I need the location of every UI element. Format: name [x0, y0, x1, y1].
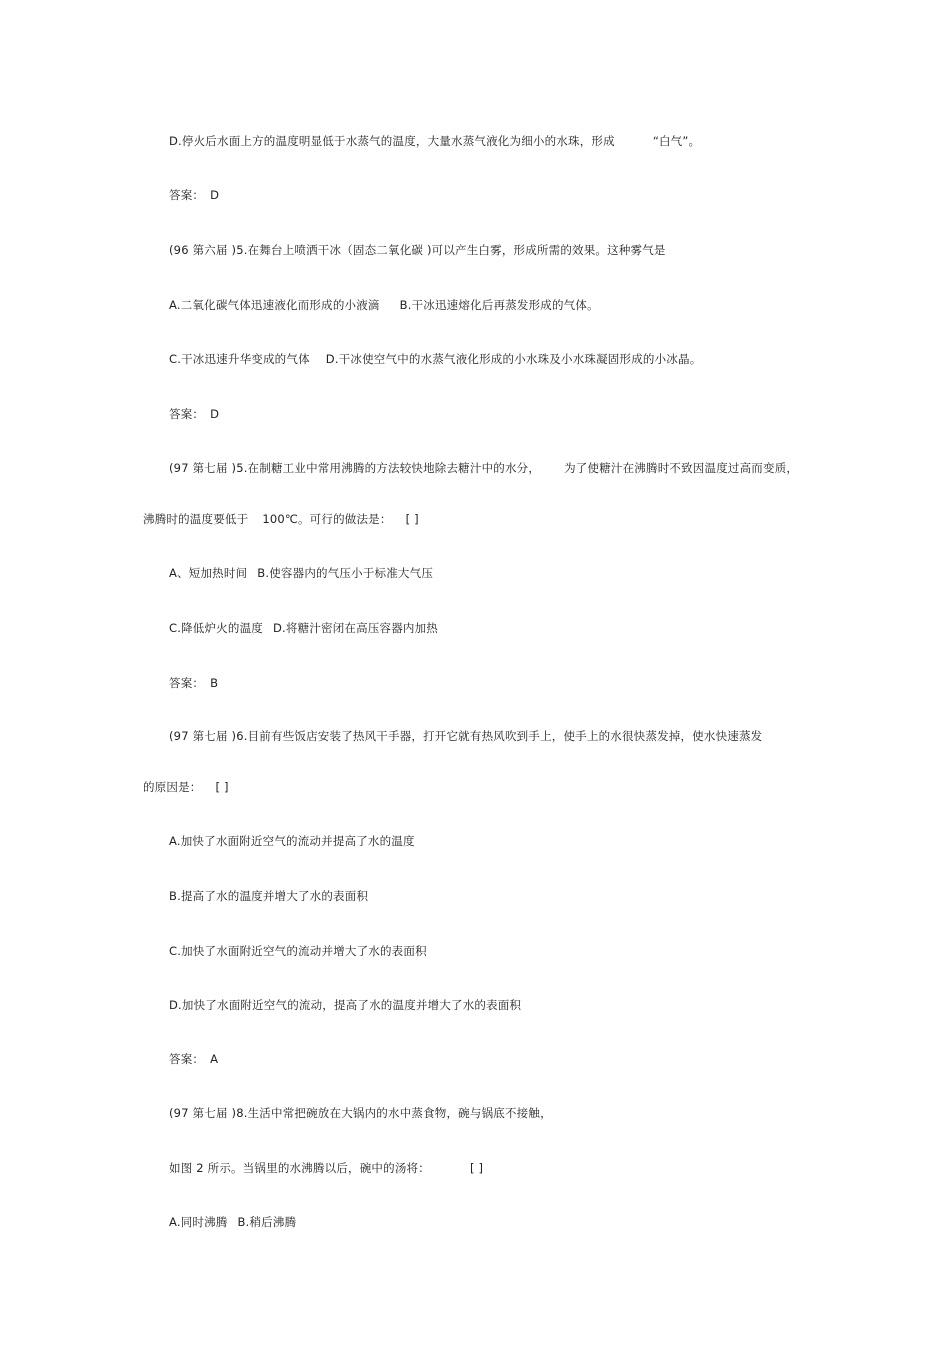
option-text: D.停火后水面上方的温度明显低于水蒸气的温度，大量水蒸气液化为细小的水珠，形成: [169, 134, 615, 148]
option-d-line: [169, 133, 700, 149]
option-a: A.二氧化碳气体迅速液化而形成的小液滴: [169, 298, 380, 312]
option-d: D.加快了水面附近空气的流动，提高了水的温度并增大了水的表面积: [169, 998, 522, 1012]
option-c: C.干冰迅速升华变成的气体: [169, 352, 310, 366]
question-line: [169, 1105, 552, 1121]
option-line: [169, 997, 521, 1013]
answer-line: [169, 187, 219, 203]
question-text: 如图 2 所示。当锅里的水沸腾以后，碗中的汤将：: [169, 1161, 430, 1175]
question-text-part2: 为了使糖汁在沸腾时不致因温度过高而变质，: [564, 461, 799, 475]
option-line: [169, 888, 368, 904]
option-b: B.提高了水的温度并增大了水的表面积: [169, 889, 369, 903]
answer-line: [169, 675, 218, 691]
answer-bracket: [ ]: [215, 780, 229, 794]
question-continuation: [169, 1160, 483, 1176]
answer-label: 答案：: [169, 676, 205, 690]
question-text: (97 第七届 )8.生活中常把碗放在大锅内的水中蒸食物，碗与锅底不接触，: [169, 1106, 552, 1120]
answer-label: 答案：: [169, 188, 205, 202]
option-line: [169, 1214, 296, 1230]
question-line: [169, 460, 798, 476]
answer-value: A: [210, 1052, 219, 1066]
question-line: [169, 728, 762, 744]
answer-line: [169, 1051, 218, 1067]
option-d: D.干冰使空气中的水蒸气液化形成的小水珠及小水珠凝固形成的小冰晶。: [325, 352, 702, 366]
option-line: [169, 565, 433, 581]
option-c: C.加快了水面附近空气的流动并增大了水的表面积: [169, 944, 427, 958]
option-b: B.干冰迅速熔化后再蒸发形成的气体。: [399, 298, 599, 312]
option-text-tail: “白气”。: [652, 134, 701, 148]
option-line: [169, 351, 701, 367]
answer-label: 答案：: [169, 407, 205, 421]
question-line: [169, 242, 666, 258]
question-text-part2: 100℃。可行的做法是：: [262, 512, 392, 526]
option-b: B.稍后沸腾: [237, 1215, 297, 1229]
question-text: 的原因是：: [143, 780, 202, 794]
answer-value: B: [210, 676, 219, 690]
option-line: [169, 297, 599, 313]
option-line: [169, 943, 427, 959]
question-text-part1: 沸腾时的温度要低于: [143, 512, 249, 526]
answer-label: 答案：: [169, 1052, 205, 1066]
option-c: C.降低炉火的温度: [169, 621, 263, 635]
option-line: [169, 833, 415, 849]
answer-line: [169, 406, 219, 422]
option-a: A.加快了水面附近空气的流动并提高了水的温度: [169, 834, 415, 848]
question-text: (97 第七届 )6.目前有些饭店安装了热风干手器，打开它就有热风吹到手上，使手上的水很快蒸发掉，使水快速蒸发: [169, 729, 763, 743]
question-continuation: [143, 779, 229, 795]
option-a: A.同时沸腾: [169, 1215, 228, 1229]
answer-bracket: [ ]: [405, 512, 419, 526]
question-text-part1: (97 第七届 )5.在制糖工业中常用沸腾的方法较快地除去糖汁中的水分，: [169, 461, 541, 475]
answer-value: D: [210, 188, 220, 202]
option-line: [169, 620, 438, 636]
answer-value: D: [210, 407, 220, 421]
question-continuation: [143, 511, 419, 527]
question-text: (96 第六届 )5.在舞台上喷洒干冰（固态二氧化碳 )可以产生白雾，形成所需的效果。这种雾气是: [169, 243, 666, 257]
option-a: A、短加热时间: [169, 566, 248, 580]
answer-bracket: [ ]: [469, 1161, 484, 1175]
option-d: D.将糖汁密闭在高压容器内加热: [273, 621, 439, 635]
option-b: B.使容器内的气压小于标准大气压: [257, 566, 434, 580]
